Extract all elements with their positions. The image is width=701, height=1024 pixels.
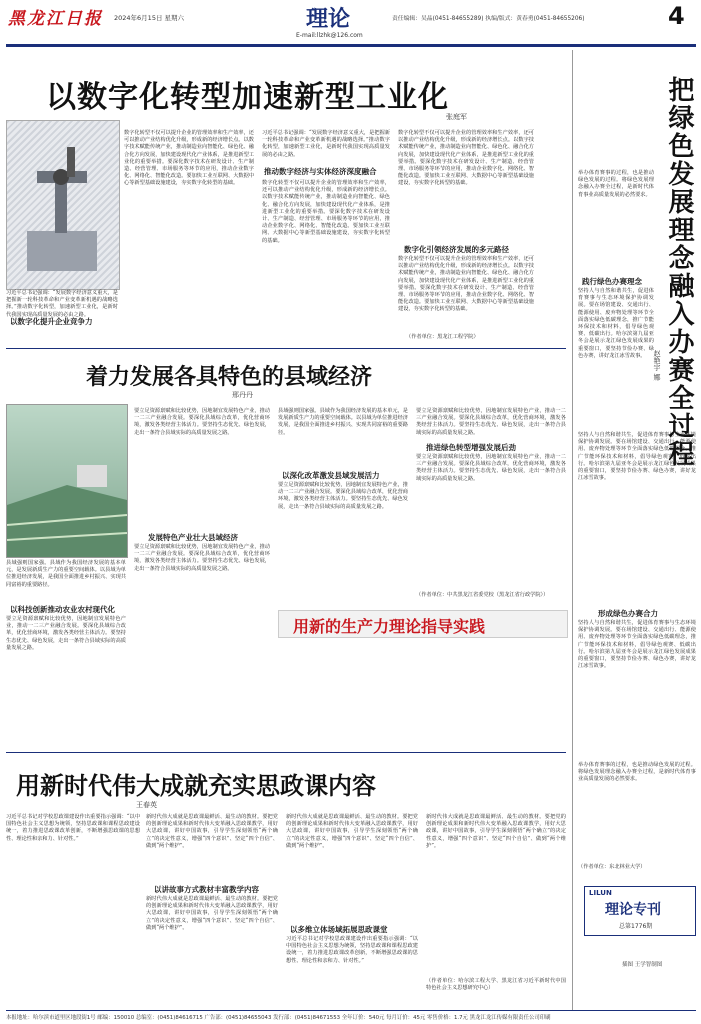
article-subhead: 践行绿色办赛理念 [582,277,642,286]
article-illustration [6,120,120,290]
article-subhead: 形成绿色办赛合力 [598,609,658,618]
article-author: 张庭军 [446,113,467,121]
article-lead: 习近平总书记对学校思政课建设作出重要指示强调：“以中国特色社会主义思想为统领，坚持思政课和课程思政建设统一，着力推进思政课改革创新，不断增强思政课的思想性、理论性和亲和力、针对性。” [6,814,140,842]
article-column: 坚持人与自然和谐共生，促进体育赛事与生态环境保护协调发展。要在场馆建设、交通出行、能源使用、废弃物处理等环节全面落实绿色低碳理念，推广节能环保技术和材料，倡导绿色观赛、低碳出行。哈尔滨第九届亚冬会是展示龙江绿色发展成果的重要窗口，要坚持节俭办赛、绿色办赛，讲好龙江冰雪故事。 [578,288,654,359]
newspaper-logo: 黑龙江日报 [8,9,103,29]
article-subhead: 以数字化提升企业竞争力 [10,317,93,326]
article-subhead: 推动数字经济与实体经济深度融合 [264,167,377,176]
article-column: 数字化转型不仅可以提升企业的管理效率和生产效率，还可以推动产业结构优化升级，形成新的经济增长点。以数字技术赋能传统产业，推动制造业向智能化、绿色化、融合化方向发展，加快建设现代化产业体系，是推进新型工业化的重要举措。要深化数字技术在研发设计、生产制造、经营管理、市场服务等环节的应用，推动企业数字化、网络化、智能化改造。要加快工业互联网、大数据中心等新型基础设施建设，夯实数字化转型的基础。 [398,130,534,187]
box-issue: 总第1776期 [619,923,653,930]
footer-info: 本报地址：哈尔滨市道里区地段街1号 邮编：150010 总编室：(0451)84616715 广告部：(0451)84655043 发行部：(0451)84671553 全年订价：540元 每月订价：45元 零售价格：1.7元 黑龙江龙江传媒有限责任公司印刷 [6,1015,551,1021]
article-column: 数字化转型不仅可以提升企业的管理效率和生产效率，还可以推动产业结构优化升级，形成新的经济增长点。以数字技术赋能传统产业，推动制造业向智能化、绿色化、融合化方向发展，加快建设现代化产业体系，是推进新型工业化的重要举措。要深化数字技术在研发设计、生产制造、经营管理、市场服务等环节的应用，推动企业数字化、网络化、智能化改造。要加快工业互联网、大数据中心等新型基础设施建设，夯实数字化转型的基础。 [124,130,254,187]
article-county-economy [6,352,566,652]
banner-text: 用新的生产力理论指导实践 [293,617,486,636]
article-credit: （作者单位：哈尔滨工程大学、黑龙江省习近平新时代中国特色社会主义思想研究中心） [426,978,566,992]
theme-banner [278,610,568,638]
divider [6,752,566,753]
article-subhead: 以多维立体场域拓展思政课堂 [290,925,388,934]
article-title: 着力发展各具特色的县域经济 [86,365,373,390]
section-title: 理论 [306,7,351,32]
article-subhead: 数字化引领经济发展的多元路径 [404,245,509,254]
section-email[interactable]: E-mail:llzhk@126.com [296,32,363,39]
article-credit: （作者单位：中共黑龙江省委党校（黑龙江省行政学院）） [416,592,549,598]
article-lead: 举办体育赛事的过程，也是推动绿色发展的过程。将绿色发展理念融入办赛全过程，是新时代体育事业高质量发展的必然要求。 [578,170,654,198]
footer-rule [6,1010,696,1011]
masthead-rule [6,44,696,47]
article-subhead: 推进绿色转型增强发展后劲 [426,443,516,452]
article-column: 坚持人与自然和谐共生，促进体育赛事与生态环境保护协调发展。要在场馆建设、交通出行、能源使用、废弃物处理等环节全面落实绿色低碳理念，推广节能环保技术和材料，倡导绿色观赛、低碳出行。哈尔滨第九届亚冬会是展示龙江绿色发展成果的重要窗口，要坚持节俭办赛、绿色办赛，讲好龙江冰雪故事。 [578,432,696,482]
article-column: 新时代伟大成就是思政课最鲜活、最生动的教材。要把党的创新理论成果和新时代伟大变革融入思政课教学，用好大思政课，讲好中国故事，引导学生深刻领悟“两个确立”的决定性意义，增强“四个意识”、坚定“四个自信”、做到“两个维护”。 [146,896,278,931]
article-column: 要立足资源禀赋和比较优势，因地制宜发展特色产业，推动一二三产业融合发展。要深化县域综合改革，优化营商环境，激发各类经营主体活力。要坚持生态优先、绿色发展，走出一条符合县域实际的高质量发展之路。 [416,408,566,436]
article-credit: （作者单位：东北林业大学） [578,864,646,870]
page-number: 4 [668,2,685,30]
article-subhead: 以科技创新推动农业农村现代化 [10,605,115,614]
article-column: 县域强则国家强。县域作为我国经济发展的基本单元，是发展新质生产力的重要空间载体。以县域为单位推进经济发展，是我国全面推进乡村振兴、实现共同富裕的重要路径。 [278,408,408,436]
box-title: 理论专刊 [605,902,661,918]
article-subhead: 以深化改革激发县域发展活力 [282,471,380,480]
editor-line: 责任编辑：吴晶(0451-84655289) 执编/版式：黄春勇(0451-84655206) [392,16,585,22]
article-author: 王春英 [136,801,157,809]
article-column: 要立足资源禀赋和比较优势，因地制宜发展特色产业，推动一二三产业融合发展。要深化县域综合改革，优化营商环境，激发各类经营主体活力。要坚持生态优先、绿色发展，走出一条符合县域实际的高质量发展之路。 [134,408,270,436]
article-column: 要立足资源禀赋和比较优势，因地制宜发展特色产业，推动一二三产业融合发展。要深化县域综合改革，优化营商环境，激发各类经营主体活力。要坚持生态优先、绿色发展，走出一条符合县域实际的高质量发展之路。 [416,454,566,482]
article-column: 习近平总书记强调：“发展数字经济意义重大，是把握新一轮科技革命和产业变革新机遇的战略选择。”推动数字化转型，加速新型工业化，是新时代我国实现高质量发展的必由之路。 [262,130,390,158]
article-author: 邢丹丹 [232,391,253,399]
article-title: 以数字化转型加速新型工业化 [46,80,449,115]
article-credit: （作者单位：黑龙江工程学院） [406,334,479,340]
article-column: 要立足资源禀赋和比较优势，因地制宜发展特色产业，推动一二三产业融合发展。要深化县域综合改革，优化营商环境，激发各类经营主体活力。要坚持生态优先、绿色发展，走出一条符合县域实际的高质量发展之路。 [6,616,126,651]
box-label: LILUN [589,889,612,897]
article-column: 要立足资源禀赋和比较优势，因地制宜发展特色产业，推动一二三产业融合发展。要深化县域综合改革，优化营商环境，激发各类经营主体活力。要坚持生态优先、绿色发展，走出一条符合县域实际的高质量发展之路。 [278,482,408,510]
design-credit: 插图 王学智制图 [622,962,663,968]
masthead [0,0,701,46]
article-column: 新时代伟大成就是思政课最鲜活、最生动的教材。要把党的创新理论成果和新时代伟大变革融入思政课教学，用好大思政课，讲好中国故事，引导学生深刻领悟“两个确立”的决定性意义，增强“四个意识”、坚定“四个自信”、做到“两个维护”。 [426,814,566,849]
article-column: 习近平总书记对学校思政课建设作出重要指示强调：“以中国特色社会主义思想为统领，坚持思政课和课程思政建设统一，着力推进思政课改革创新，不断增强思政课的思想性、理论性和亲和力、针对性。” [286,936,418,964]
article-digital-transformation [6,50,566,346]
article-column: 要立足资源禀赋和比较优势，因地制宜发展特色产业，推动一二三产业融合发展。要深化县域综合改革，优化营商环境，激发各类经营主体活力。要坚持生态优先、绿色发展，走出一条符合县域实际的高质量发展之路。 [134,544,270,572]
robot-arm-icon [7,121,119,289]
article-column: 举办体育赛事的过程，也是推动绿色发展的过程。将绿色发展理念融入办赛全过程，是新时代体育事业高质量发展的必然要求。 [578,762,696,783]
article-green-games [578,50,696,1010]
article-column: 数字化转型不仅可以提升企业的管理效率和生产效率，还可以推动产业结构优化升级，形成新的经济增长点。以数字技术赋能传统产业，推动制造业向智能化、绿色化、融合化方向发展，加快建设现代化产业体系，是推进新型工业化的重要举措。要深化数字技术在研发设计、生产制造、经营管理、市场服务等环节的应用，推动企业数字化、网络化、智能化改造。要加快工业互联网、大数据中心等新型基础设施建设，夯实数字化转型的基础。 [398,256,534,313]
article-title: 用新时代伟大成就充实思政课内容 [16,772,376,800]
article-column: 坚持人与自然和谐共生，促进体育赛事与生态环境保护协调发展。要在场馆建设、交通出行、能源使用、废弃物处理等环节全面落实绿色低碳理念，推广节能环保技术和材料，倡导绿色观赛、低碳出行。哈尔滨第九届亚冬会是展示龙江绿色发展成果的重要窗口，要坚持节俭办赛、绿色办赛，讲好龙江冰雪故事。 [578,620,696,670]
article-column: 数字化转型不仅可以提升企业的管理效率和生产效率，还可以推动产业结构优化升级，形成新的经济增长点。以数字技术赋能传统产业，推动制造业向智能化、绿色化、融合化方向发展，加快建设现代化产业体系，是推进新型工业化的重要举措。要深化数字技术在研发设计、生产制造、经营管理、市场服务等环节的应用，推动企业数字化、网络化、智能化改造。要加快工业互联网、大数据中心等新型基础设施建设，夯实数字化转型的基础。 [262,180,390,244]
issue-date: 2024年6月15日 星期六 [114,14,185,22]
article-column: 新时代伟大成就是思政课最鲜活、最生动的教材。要把党的创新理论成果和新时代伟大变革融入思政课教学，用好大思政课，讲好中国故事，引导学生深刻领悟“两个确立”的决定性意义，增强“四个意识”、坚定“四个自信”、做到“两个维护”。 [286,814,418,849]
article-lead: 习近平总书记强调：“发展数字经济意义重大，是把握新一轮科技革命和产业变革新机遇的战略选择。”推动数字化转型，加速新型工业化，是新时代我国实现高质量发展的必由之路。 [6,290,118,318]
column-box [584,886,696,936]
farmland-icon [7,405,127,557]
article-subhead: 以讲故事方式教材丰富教学内容 [154,885,259,894]
article-subhead: 发展特色产业壮大县域经济 [148,533,238,542]
column-separator [572,50,573,1010]
article-ideology-course [6,756,566,1008]
divider [6,348,566,349]
article-title: 把绿色发展理念融入办赛全过程 [664,76,694,468]
article-author: 赵艳宇 娜 [653,350,661,381]
article-column: 新时代伟大成就是思政课最鲜活、最生动的教材。要把党的创新理论成果和新时代伟大变革融入思政课教学，用好大思政课，讲好中国故事，引导学生深刻领悟“两个确立”的决定性意义，增强“四个意识”、坚定“四个自信”、做到“两个维护”。 [146,814,278,849]
article-illustration [6,404,128,558]
article-lead: 县域强则国家强。县域作为我国经济发展的基本单元，是发展新质生产力的重要空间载体。以县域为单位推进经济发展，是我国全面推进乡村振兴、实现共同富裕的重要路径。 [6,560,126,588]
